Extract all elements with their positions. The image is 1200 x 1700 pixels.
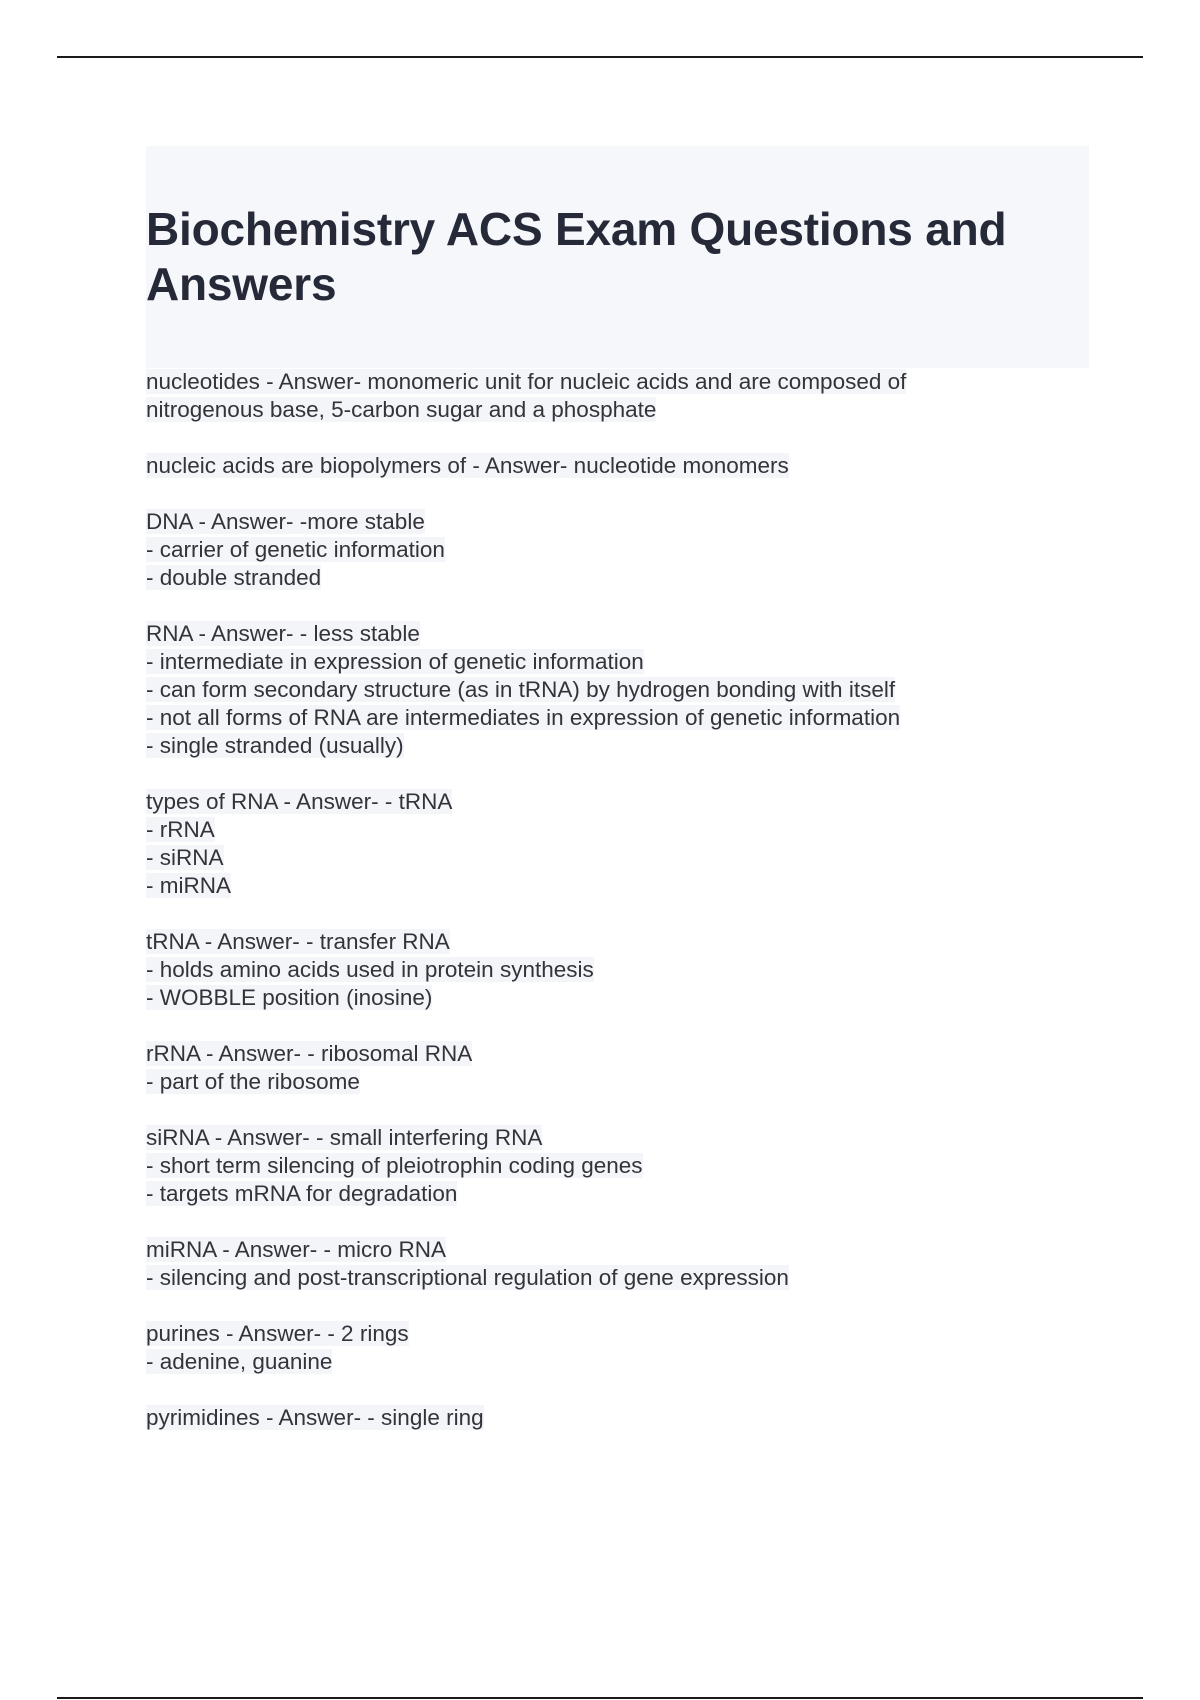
qa-answer-line <box>146 984 1096 1012</box>
qa-line-text: - part of the ribosome <box>146 1069 360 1094</box>
document-title-line-1: Biochemistry ACS Exam Questions and <box>146 203 1007 255</box>
qa-question-line <box>146 1404 1096 1432</box>
qa-line-text: - double stranded <box>146 565 322 590</box>
qa-entry <box>146 1236 1096 1292</box>
qa-question-line <box>146 452 1096 480</box>
bottom-rule <box>57 1697 1143 1699</box>
qa-answer-line <box>146 648 1096 676</box>
qa-entry <box>146 1040 1096 1096</box>
qa-question-line <box>146 620 1096 648</box>
qa-entry <box>146 1320 1096 1376</box>
qa-answer-line <box>146 1068 1096 1096</box>
qa-question-line <box>146 1040 1096 1068</box>
qa-line-text: rRNA - Answer- - ribosomal RNA <box>146 1041 473 1066</box>
qa-answer-line <box>146 676 1096 704</box>
title-band <box>146 146 1089 368</box>
qa-entry <box>146 508 1096 592</box>
qa-entry <box>146 620 1096 760</box>
qa-line-text: pyrimidines - Answer- - single ring <box>146 1405 484 1430</box>
qa-line-text: nucleic acids are biopolymers of - Answer- nucleotide monomers <box>146 453 789 478</box>
qa-answer-line <box>146 1348 1096 1376</box>
qa-line-text: - siRNA <box>146 845 224 870</box>
qa-line-text: - can form secondary structure (as in tRNA) by hydrogen bonding with itself <box>146 677 896 702</box>
qa-line-text: - targets mRNA for degradation <box>146 1181 458 1206</box>
qa-answer-line <box>146 1152 1096 1180</box>
qa-question-line <box>146 1124 1096 1152</box>
qa-answer-line <box>146 536 1096 564</box>
qa-entry <box>146 928 1096 1012</box>
qa-answer-line <box>146 704 1096 732</box>
qa-content <box>146 368 1096 1460</box>
qa-answer-line <box>146 872 1096 900</box>
qa-question-line <box>146 928 1096 956</box>
qa-question-line <box>146 1236 1096 1264</box>
qa-entry <box>146 788 1096 900</box>
qa-question-line <box>146 1320 1096 1348</box>
qa-line-text: nitrogenous base, 5-carbon sugar and a phosphate <box>146 397 657 422</box>
qa-line-text: - holds amino acids used in protein synthesis <box>146 957 594 982</box>
qa-line-text: - WOBBLE position (inosine) <box>146 985 433 1010</box>
document-title <box>146 202 1089 312</box>
qa-line-text: DNA - Answer- -more stable <box>146 509 425 534</box>
qa-question-line <box>146 368 1096 396</box>
qa-line-text: - short term silencing of pleiotrophin coding genes <box>146 1153 643 1178</box>
qa-answer-line <box>146 844 1096 872</box>
qa-question-line <box>146 788 1096 816</box>
qa-answer-line <box>146 1264 1096 1292</box>
qa-line-text: - adenine, guanine <box>146 1349 333 1374</box>
qa-line-text: - miRNA <box>146 873 231 898</box>
qa-entry <box>146 452 1096 480</box>
qa-line-text: siRNA - Answer- - small interfering RNA <box>146 1125 543 1150</box>
qa-question-line <box>146 508 1096 536</box>
qa-line-text: RNA - Answer- - less stable <box>146 621 420 646</box>
qa-entry <box>146 1124 1096 1208</box>
qa-answer-line <box>146 1180 1096 1208</box>
document-title-line-2: Answers <box>146 258 337 310</box>
qa-line-text: - single stranded (usually) <box>146 733 404 758</box>
qa-line-text: purines - Answer- - 2 rings <box>146 1321 409 1346</box>
qa-line-text: - not all forms of RNA are intermediates in expression of genetic information <box>146 705 901 730</box>
qa-line-text: types of RNA - Answer- - tRNA <box>146 789 453 814</box>
qa-line-text: - intermediate in expression of genetic information <box>146 649 644 674</box>
qa-line-text: - silencing and post-transcriptional regulation of gene expression <box>146 1265 789 1290</box>
qa-answer-line <box>146 956 1096 984</box>
qa-entry <box>146 1404 1096 1432</box>
qa-answer-line <box>146 396 1096 424</box>
qa-entry <box>146 368 1096 424</box>
qa-line-text: miRNA - Answer- - micro RNA <box>146 1237 447 1262</box>
top-rule <box>57 56 1143 58</box>
qa-answer-line <box>146 732 1096 760</box>
qa-answer-line <box>146 816 1096 844</box>
qa-line-text: nucleotides - Answer- monomeric unit for nucleic acids and are composed of <box>146 369 907 394</box>
qa-line-text: tRNA - Answer- - transfer RNA <box>146 929 450 954</box>
qa-answer-line <box>146 564 1096 592</box>
qa-line-text: - rRNA <box>146 817 215 842</box>
qa-line-text: - carrier of genetic information <box>146 537 445 562</box>
